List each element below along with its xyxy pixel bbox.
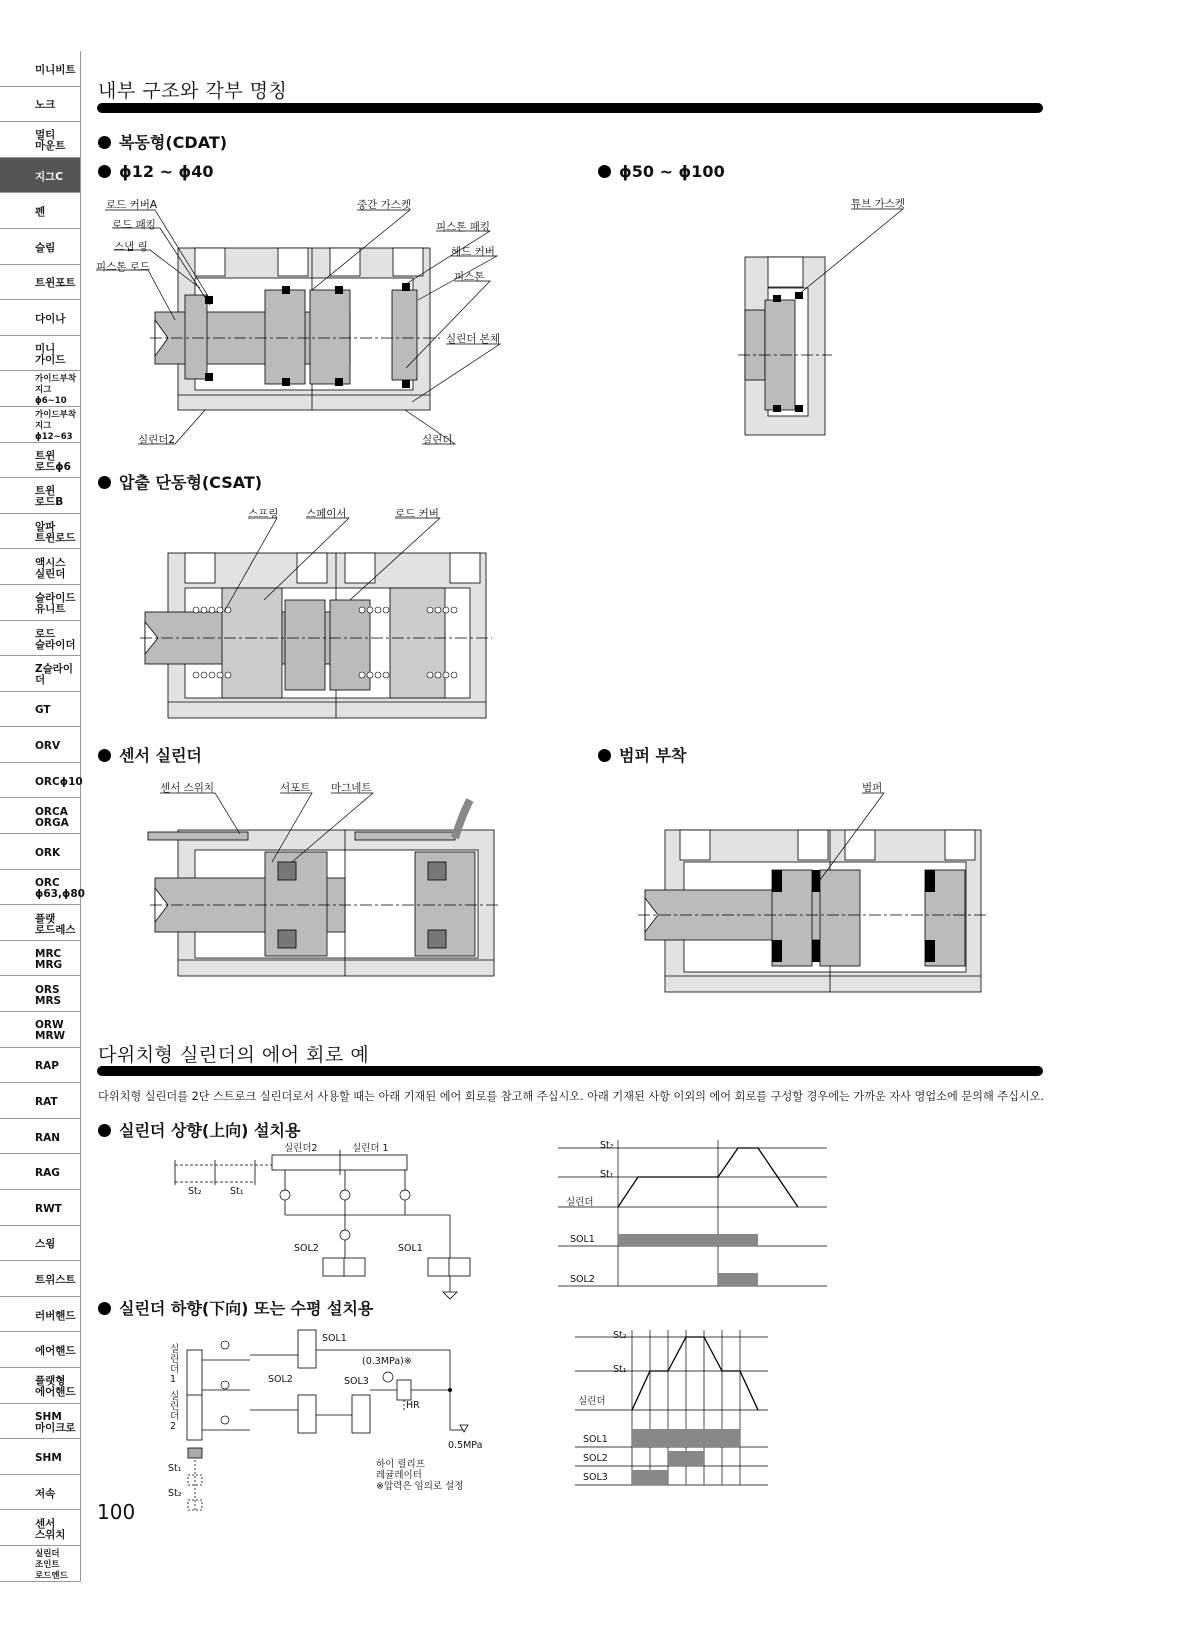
sidebar-item[interactable]: 액시스 실린더 (0, 549, 81, 585)
label-spring: 스프링 (248, 508, 279, 520)
label-sensor-switch: 센서 스위치 (160, 782, 215, 794)
timing-down-cylinder: 실린더 (578, 1396, 606, 1407)
circuit-down-note2: 레귤레이터 (376, 1470, 422, 1481)
circuit-down-hr: HR (406, 1400, 420, 1411)
sidebar-item[interactable]: RAN (0, 1119, 81, 1155)
label-piston-rod: 피스톤 로드 (96, 261, 151, 273)
sidebar-item[interactable]: 실린더 조인트 로드엔드 (0, 1546, 81, 1582)
heading-downward-text: 실린더 하향(下向) 또는 수평 설치용 (119, 1299, 374, 1318)
circuit-down-sol1: SOL1 (322, 1333, 347, 1344)
label-spacer: 스페이서 (306, 508, 347, 520)
sidebar-item[interactable]: 로드 슬라이더 (0, 621, 81, 657)
circuit-up-st2: St₂ (188, 1186, 202, 1197)
sidebar-item[interactable]: 저속 (0, 1475, 81, 1511)
circuit-up-st1: St₁ (230, 1186, 244, 1197)
timing-up-sol2: SOL2 (570, 1274, 595, 1285)
circuit-down-sol2: SOL2 (268, 1374, 293, 1385)
sidebar-item[interactable]: ORCA ORGA (0, 798, 81, 834)
label-mid-gasket: 중간 가스켓 (357, 199, 412, 211)
timing-up-cylinder: 실린더 (566, 1197, 594, 1208)
section-title-internal-structure: 내부 구조와 각부 명칭 (98, 80, 288, 102)
circuit-up-cyl2: 실린더2 (284, 1143, 318, 1154)
sidebar-item[interactable]: 에어핸드 (0, 1332, 81, 1368)
sidebar-item[interactable]: 멀티 마운트 (0, 122, 81, 158)
sidebar-item[interactable]: MRC MRG (0, 941, 81, 977)
circuit-down-cyl1: 실 린 더 1 (170, 1344, 180, 1385)
sidebar-item[interactable]: 트윈 로드ϕ6 (0, 443, 81, 479)
label-head-cover: 헤드 커버 (451, 246, 495, 258)
sidebar-item[interactable]: 트윈포트 (0, 265, 81, 301)
sidebar-item[interactable]: 스윙 (0, 1226, 81, 1262)
circuit-up-cyl1: 실린더 1 (352, 1143, 389, 1154)
circuit-down-pressure2: 0.5MPa (448, 1440, 483, 1451)
circuit-up-sol1: SOL1 (398, 1243, 423, 1254)
sidebar-item[interactable]: ORC ϕ63,ϕ80 (0, 870, 81, 906)
heading-bumper-text: 범퍼 부착 (619, 746, 687, 765)
label-magnet: 마그네트 (331, 782, 372, 794)
label-snap-ring: 스냅 링 (114, 241, 148, 253)
label-cylinder-body: 실린더 본체 (446, 333, 501, 345)
heading-small-range-text: ϕ12 ~ ϕ40 (119, 162, 214, 181)
timing-up-st2: St₂ (600, 1140, 614, 1151)
circuit-up-sol2: SOL2 (294, 1243, 319, 1254)
circuit-down-note3: ※압력은 임의로 설정 (376, 1481, 464, 1492)
sidebar-item[interactable]: 미니 가이드 (0, 336, 81, 372)
section2-description: 다위치형 실린더를 2단 스트로크 실린더로서 사용할 때는 아래 기재된 에어 회로를 참고해 주십시오. 아래 기재된 사항 이외의 에어 회로를 구성할 경우에는 가까운 자사 영업소에 문의해 주십시오. (98, 1090, 1045, 1103)
sidebar-item[interactable]: 러버핸드 (0, 1297, 81, 1333)
timing-down-sol3: SOL3 (583, 1472, 608, 1483)
sidebar-item[interactable]: SHM (0, 1439, 81, 1475)
circuit-down-pressure1: (0.3MPa)※ (362, 1356, 412, 1367)
heading-sensor-text: 센서 실린더 (119, 746, 202, 765)
sidebar-item[interactable]: RWT (0, 1190, 81, 1226)
sidebar-item[interactable]: Z슬라이더 (0, 656, 81, 692)
timing-down-sol2: SOL2 (583, 1453, 608, 1464)
label-rod-cover: 로드 커버 (395, 508, 439, 520)
sidebar-item[interactable]: ORS MRS (0, 976, 81, 1012)
circuit-down-sol3: SOL3 (344, 1376, 369, 1387)
sidebar-item[interactable]: ORV (0, 727, 81, 763)
sidebar-item[interactable]: RAT (0, 1083, 81, 1119)
label-support: 서포트 (280, 782, 311, 794)
sidebar-item[interactable]: 알파 트윈로드 (0, 514, 81, 550)
label-cylinder2: 실린더2 (138, 434, 176, 446)
sidebar-item[interactable]: 트윈 로드B (0, 478, 81, 514)
label-cylinder: 실린더 (422, 434, 453, 446)
sidebar-item[interactable]: 미니비트 (0, 51, 81, 87)
sidebar-item[interactable]: 가이드부착지그 ϕ12~63 (0, 407, 81, 443)
sidebar-item[interactable]: 플랫형 에어핸드 (0, 1368, 81, 1404)
timing-up-sol1: SOL1 (570, 1234, 595, 1245)
sidebar-item[interactable]: RAP (0, 1048, 81, 1084)
page-number: 100 (97, 1500, 136, 1524)
heading-cdat-text: 복동형(CDAT) (119, 133, 228, 152)
sidebar-item[interactable]: 트위스트 (0, 1261, 81, 1297)
sidebar-item[interactable]: ORK (0, 834, 81, 870)
section-title-air-circuit: 다위치형 실린더의 에어 회로 예 (98, 1044, 370, 1066)
sidebar-item[interactable]: 센서 스위치 (0, 1510, 81, 1546)
sidebar-item[interactable]: RAG (0, 1154, 81, 1190)
sidebar-item[interactable]: ORCϕ10 (0, 763, 81, 799)
heading-large-range-text: ϕ50 ~ ϕ100 (619, 162, 725, 181)
sidebar-item[interactable]: GT (0, 692, 81, 728)
label-rod-packing: 로드 패킹 (112, 219, 156, 231)
sidebar-item[interactable]: 슬라이드 유니트 (0, 585, 81, 621)
label-tube-gasket: 튜브 가스켓 (851, 198, 906, 210)
heading-upward-text: 실린더 상향(上向) 설치용 (119, 1121, 301, 1140)
timing-up-st1: St₁ (600, 1169, 614, 1180)
circuit-down-cyl2: 실 린 더 2 (170, 1391, 180, 1432)
sidebar-item[interactable]: ORW MRW (0, 1012, 81, 1048)
sidebar-item[interactable]: 다이나 (0, 300, 81, 336)
circuit-down-st2: St₂ (168, 1488, 182, 1499)
sidebar-item[interactable]: 슬림 (0, 229, 81, 265)
circuit-down-st1: St₁ (168, 1463, 182, 1474)
label-bumper: 범퍼 (862, 782, 883, 794)
sidebar-item[interactable]: 지그C (0, 158, 81, 194)
timing-down-st1: St₁ (613, 1364, 627, 1375)
sidebar-item[interactable]: 플랫 로드레스 (0, 905, 81, 941)
sidebar-item[interactable]: 가이드부착지그 ϕ6~10 (0, 371, 81, 407)
sidebar-item[interactable]: 노크 (0, 87, 81, 123)
heading-csat-text: 압출 단동형(CSAT) (119, 473, 263, 492)
circuit-down-note1: 하이 릴리프 (376, 1459, 425, 1470)
label-piston: 피스톤 (454, 271, 485, 283)
timing-down-st2: St₂ (613, 1330, 627, 1341)
timing-down-sol1: SOL1 (583, 1434, 608, 1445)
sidebar-item[interactable]: 펜 (0, 193, 81, 229)
label-rod-cover-a: 로드 커버A (106, 199, 158, 211)
label-piston-packing: 피스톤 패킹 (436, 221, 491, 233)
sidebar-item[interactable]: SHM 마이크로 (0, 1404, 81, 1440)
